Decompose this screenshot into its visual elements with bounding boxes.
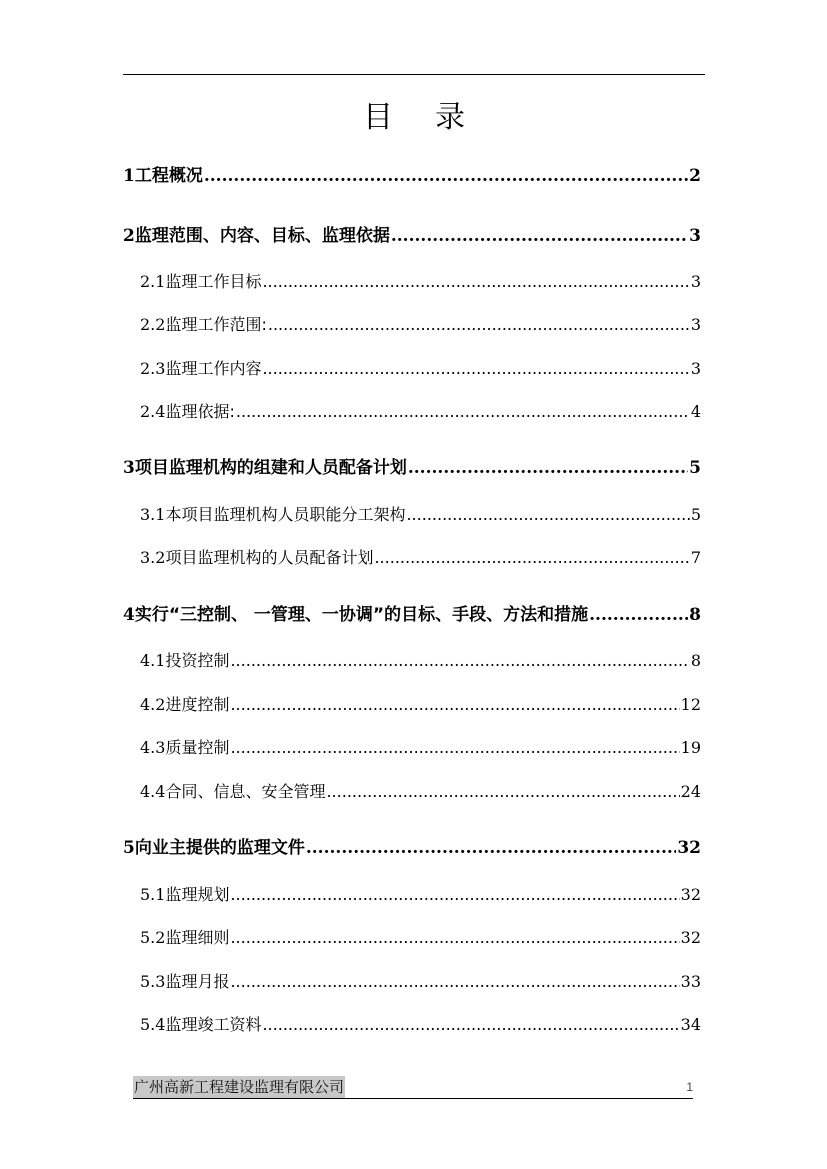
toc-leader bbox=[230, 694, 679, 716]
footer-company-name: 广州高新工程建设监理有限公司 bbox=[134, 1078, 345, 1096]
toc-label: 监理依据: bbox=[165, 402, 235, 421]
toc-page: 8 bbox=[689, 605, 701, 625]
toc-entry[interactable] bbox=[123, 314, 701, 336]
toc-page: 19 bbox=[680, 738, 701, 757]
toc-number: 3.2 bbox=[140, 548, 166, 567]
toc-number: 3.1 bbox=[140, 505, 166, 524]
toc-leader bbox=[204, 165, 688, 187]
toc-leader bbox=[230, 737, 679, 759]
toc-number: 5.4 bbox=[140, 1015, 166, 1034]
toc-label: 向业主提供的监理文件 bbox=[134, 838, 305, 858]
toc-number: 5.2 bbox=[140, 928, 166, 947]
toc-page: 2 bbox=[689, 166, 701, 186]
toc-number: 5 bbox=[123, 838, 135, 858]
toc-page: 3 bbox=[690, 272, 701, 291]
toc-label: 监理月报 bbox=[165, 972, 230, 991]
toc-entry[interactable] bbox=[123, 165, 701, 187]
toc-leader bbox=[236, 401, 690, 423]
toc-number: 2.4 bbox=[140, 402, 166, 421]
toc-number: 4.1 bbox=[140, 651, 166, 670]
toc-label: 监理规划 bbox=[165, 885, 230, 904]
toc-entry[interactable] bbox=[123, 737, 701, 759]
toc-number: 1 bbox=[123, 166, 135, 186]
toc-number: 5.3 bbox=[140, 972, 166, 991]
toc-entry[interactable] bbox=[123, 504, 701, 526]
toc-page: 3 bbox=[690, 359, 701, 378]
toc-number: 4.3 bbox=[140, 738, 166, 757]
toc-entry[interactable] bbox=[123, 401, 701, 423]
toc-page: 5 bbox=[689, 458, 701, 478]
toc-leader bbox=[230, 650, 689, 672]
toc-number: 5.1 bbox=[140, 885, 166, 904]
toc-page: 33 bbox=[680, 972, 701, 991]
toc-page: 32 bbox=[680, 885, 701, 904]
toc-leader bbox=[230, 884, 679, 906]
toc-page: 3 bbox=[690, 315, 701, 334]
toc-entry[interactable] bbox=[123, 650, 701, 672]
toc-leader bbox=[230, 971, 679, 993]
toc-entry[interactable] bbox=[123, 884, 701, 906]
toc-entry[interactable] bbox=[123, 604, 701, 626]
toc-leader bbox=[262, 1014, 679, 1036]
toc-entry[interactable] bbox=[123, 547, 701, 569]
toc-entry[interactable] bbox=[123, 457, 701, 479]
toc-entry[interactable] bbox=[123, 837, 701, 859]
toc-number: 2.3 bbox=[140, 359, 166, 378]
header-rule bbox=[123, 74, 705, 75]
toc-leader bbox=[589, 604, 688, 626]
toc-number: 4.4 bbox=[140, 782, 166, 801]
toc-entry[interactable] bbox=[123, 225, 701, 247]
toc-page: 8 bbox=[690, 651, 701, 670]
toc-entry[interactable] bbox=[123, 971, 701, 993]
toc-page: 34 bbox=[680, 1015, 701, 1034]
toc-leader bbox=[374, 547, 689, 569]
toc-page: 5 bbox=[690, 505, 701, 524]
toc-page: 7 bbox=[690, 548, 701, 567]
title-char-1: 目 bbox=[363, 100, 435, 135]
toc-entry[interactable] bbox=[123, 271, 701, 293]
toc-leader bbox=[262, 271, 689, 293]
toc-page: 32 bbox=[677, 838, 701, 858]
toc-label: 项目监理机构的组建和人员配备计划 bbox=[134, 458, 407, 478]
page-footer bbox=[133, 1076, 693, 1099]
toc-page: 3 bbox=[689, 226, 701, 246]
toc-leader bbox=[391, 225, 688, 247]
toc-label: 本项目监理机构人员职能分工架构 bbox=[165, 505, 406, 524]
footer-page-number: 1 bbox=[686, 1080, 693, 1094]
toc-number: 4.2 bbox=[140, 695, 166, 714]
toc-entry[interactable] bbox=[123, 1014, 701, 1036]
toc-entry[interactable] bbox=[123, 358, 701, 380]
toc-label: 监理细则 bbox=[165, 928, 230, 947]
toc-entry[interactable] bbox=[123, 694, 701, 716]
toc-number: 3 bbox=[123, 458, 135, 478]
toc-label: 监理竣工资料 bbox=[165, 1015, 262, 1034]
toc-page: 32 bbox=[680, 928, 701, 947]
toc-leader bbox=[230, 927, 679, 949]
toc-label: 监理工作范围: bbox=[165, 315, 267, 334]
toc-label: 实行“三控制、 一管理、一协调”的目标、手段、方法和措施 bbox=[134, 605, 589, 625]
toc-label: 监理工作目标 bbox=[165, 272, 262, 291]
toc-leader bbox=[306, 837, 676, 859]
toc-label: 项目监理机构的人员配备计划 bbox=[165, 548, 374, 567]
toc-page: 12 bbox=[680, 695, 701, 714]
toc-leader bbox=[326, 781, 679, 803]
toc-number: 4 bbox=[123, 605, 135, 625]
toc-label: 进度控制 bbox=[165, 695, 230, 714]
toc-leader bbox=[406, 504, 689, 526]
toc-label: 合同、信息、安全管理 bbox=[165, 782, 326, 801]
toc-entry[interactable] bbox=[123, 927, 701, 949]
toc-label: 投资控制 bbox=[165, 651, 230, 670]
toc-label: 质量控制 bbox=[165, 738, 230, 757]
toc-entry[interactable] bbox=[123, 781, 701, 803]
toc-leader bbox=[262, 358, 689, 380]
toc-leader bbox=[268, 314, 690, 336]
toc-leader bbox=[408, 457, 688, 479]
title-char-2: 录 bbox=[435, 100, 507, 135]
toc-number: 2.2 bbox=[140, 315, 166, 334]
toc-label: 监理范围、内容、目标、监理依据 bbox=[134, 226, 390, 246]
toc-number: 2.1 bbox=[140, 272, 166, 291]
toc-number: 2 bbox=[123, 226, 135, 246]
toc-page: 4 bbox=[690, 402, 701, 421]
toc-label: 监理工作内容 bbox=[165, 359, 262, 378]
toc-page: 24 bbox=[680, 782, 701, 801]
toc-label: 工程概况 bbox=[134, 166, 203, 186]
page-title bbox=[123, 96, 705, 140]
